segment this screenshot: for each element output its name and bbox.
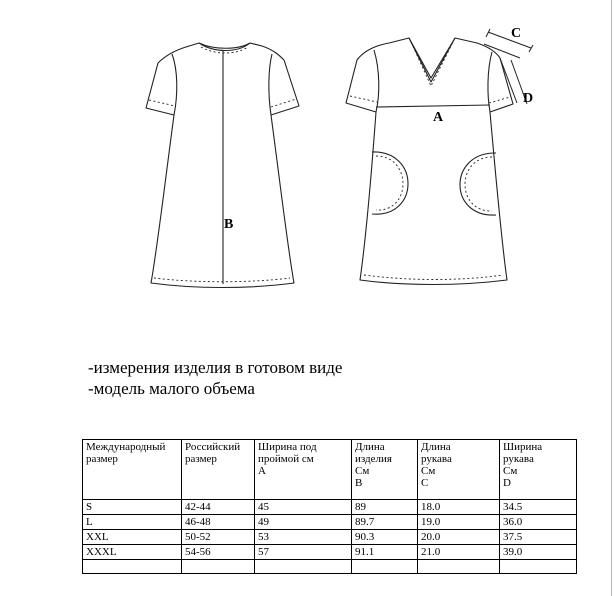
table-cell: 54-56: [182, 545, 255, 560]
table-row: [83, 530, 577, 545]
table-cell: 20.0: [418, 530, 500, 545]
table-row: [83, 545, 577, 560]
table-cell: [352, 560, 418, 574]
note-line: -измерения изделия в готовом виде: [88, 358, 343, 377]
table-row: [83, 515, 577, 530]
table-cell: [83, 560, 182, 574]
table-cell: 45: [255, 500, 352, 515]
table-row-empty: [83, 560, 577, 574]
table-cell: 57: [255, 545, 352, 560]
table-cell: 50-52: [182, 530, 255, 545]
table-cell: 91.1: [352, 545, 418, 560]
header-sleeve-width: Ширина рукава См D: [500, 440, 577, 500]
table-cell: 90.3: [352, 530, 418, 545]
table-cell: 34.5: [500, 500, 577, 515]
dress-front-view: [346, 38, 513, 285]
front-v-neck-inner: [409, 38, 455, 78]
note-line: -модель малого объема: [88, 379, 255, 398]
table-cell: 37.5: [500, 530, 577, 545]
table-cell: 21.0: [418, 545, 500, 560]
table-cell: S: [83, 500, 182, 515]
front-view-stitching: [350, 42, 510, 280]
table-cell: 36.0: [500, 515, 577, 530]
table-cell: 42-44: [182, 500, 255, 515]
dimension-label-b: B: [224, 217, 234, 232]
dress-back-view: [146, 43, 299, 288]
table-cell: L: [83, 515, 182, 530]
header-garment-length: Длина изделия См B: [352, 440, 418, 500]
header-russian-size: Российский размер: [182, 440, 255, 500]
table-cell: [182, 560, 255, 574]
table-header-row: [83, 440, 577, 500]
front-yoke-seam: [376, 105, 490, 107]
front-left-armhole: [374, 50, 379, 112]
dimension-label-c: C: [511, 26, 522, 41]
table-cell: 19.0: [418, 515, 500, 530]
header-width-under-armhole: Ширина под проймой см A: [255, 440, 352, 500]
table-cell: 46-48: [182, 515, 255, 530]
back-right-armhole: [269, 54, 272, 115]
right-patch-pocket: [460, 153, 496, 215]
measurement-notes: [88, 357, 342, 399]
table-cell: XXL: [83, 530, 182, 545]
header-sleeve-length: Длина рукава См C: [418, 440, 500, 500]
table-cell: [418, 560, 500, 574]
table-cell: 89: [352, 500, 418, 515]
table-cell: 39.0: [500, 545, 577, 560]
table-cell: [500, 560, 577, 574]
table-cell: 49: [255, 515, 352, 530]
table-cell: 89.7: [352, 515, 418, 530]
table-cell: 18.0: [418, 500, 500, 515]
table-cell: [255, 560, 352, 574]
size-table: [82, 439, 577, 574]
dimension-label-a: A: [433, 110, 444, 125]
header-international-size: Международный размер: [83, 440, 182, 500]
dimension-label-d: D: [523, 91, 534, 106]
left-patch-pocket: [372, 152, 408, 214]
table-cell: 53: [255, 530, 352, 545]
table-row: [83, 500, 577, 515]
table-cell: XXXL: [83, 545, 182, 560]
